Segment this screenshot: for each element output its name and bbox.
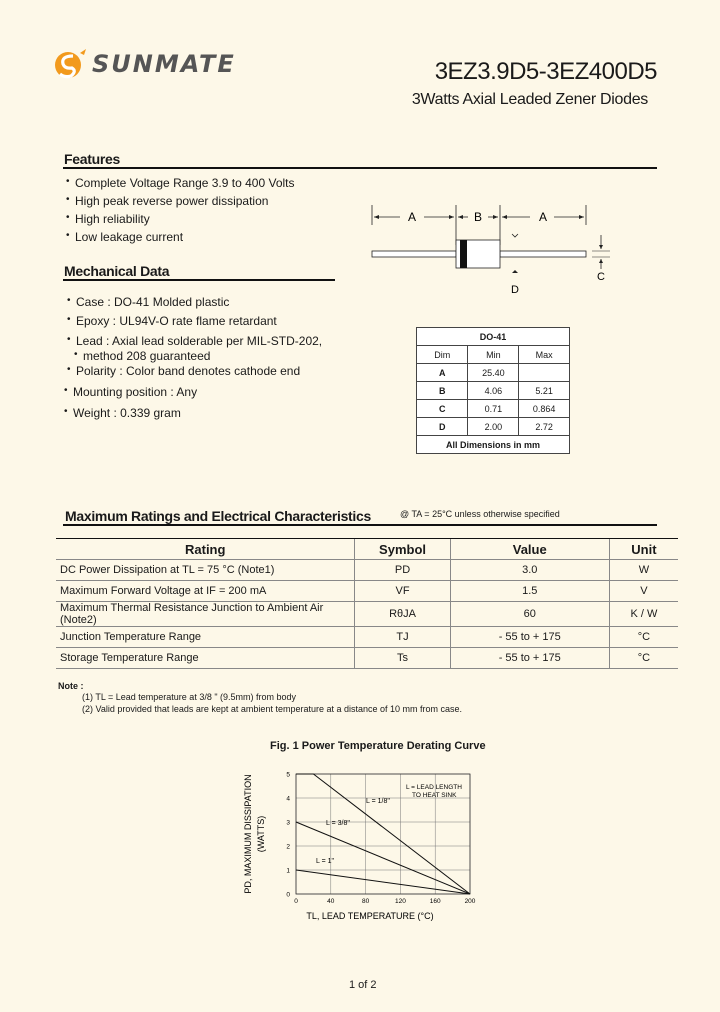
table-row: [56, 560, 678, 581]
chart-ylabel-1: PD, MAXIMUM DISSIPATION: [243, 774, 253, 894]
features-rule: [63, 167, 657, 169]
ratings-condition: @ TA = 25°C unless otherwise specified: [400, 509, 560, 519]
chart-y-tick-label: 1: [286, 867, 290, 875]
dim-label-b: B: [473, 210, 483, 224]
value-cell: 60: [450, 602, 609, 627]
chart-x-tick-label: 200: [464, 898, 476, 905]
chart-y-tick-label: 5: [286, 771, 290, 779]
value-cell: 3.0: [450, 560, 609, 581]
dim-header-dim: Dim: [417, 346, 468, 364]
dim-cell: 5.21: [519, 382, 570, 400]
unit-cell: °C: [609, 627, 678, 648]
unit-cell: W: [609, 560, 678, 581]
figure-title: Fig. 1 Power Temperature Derating Curve: [270, 740, 486, 752]
chart-x-tick-label: 40: [327, 898, 335, 905]
feature-item: • Complete Voltage Range 3.9 to 400 Volts: [75, 176, 295, 190]
rating-cell: DC Power Dissipation at TL = 75 °C (Note1): [56, 560, 355, 581]
table-row: [417, 382, 570, 400]
mechanical-item: • Lead : Axial lead solderable per MIL-STD-202,: [76, 334, 322, 348]
dim-label-d: D: [511, 284, 519, 296]
diode-outline-drawing: [360, 195, 620, 300]
dim-cell: 4.06: [468, 382, 519, 400]
symbol-cell: VF: [355, 581, 450, 602]
chart-curve-label: L = 3/8": [326, 820, 350, 827]
mechanical-title: Mechanical Data: [64, 263, 170, 279]
table-row: [56, 627, 678, 648]
ratings-title: Maximum Ratings and Electrical Characteristics: [65, 508, 371, 524]
mechanical-item: • Epoxy : UL94V-O rate flame retardant: [76, 314, 277, 328]
dim-cell: 25.40: [468, 364, 519, 382]
mechanical-item-continued: • method 208 guaranteed: [83, 349, 210, 363]
symbol-cell: RθJA: [355, 602, 450, 627]
unit-cell: V: [609, 581, 678, 602]
ratings-header-symbol: Symbol: [355, 539, 450, 560]
dim-cell: A: [417, 364, 468, 382]
dim-cell: B: [417, 382, 468, 400]
dim-label-a-left: A: [407, 210, 417, 224]
table-row: [417, 418, 570, 436]
chart-x-tick-label: 120: [394, 898, 406, 905]
rating-cell: Junction Temperature Range: [56, 627, 355, 648]
feature-item: • High reliability: [75, 212, 150, 226]
mechanical-item: • Polarity : Color band denotes cathode end: [76, 364, 300, 378]
chart-curve-label: L = 1/8": [366, 798, 390, 805]
mechanical-rule: [63, 279, 335, 281]
ratings-header-value: Value: [450, 539, 609, 560]
dim-header-min: Min: [468, 346, 519, 364]
chart-y-tick-label: 0: [286, 891, 290, 899]
chart-x-tick-label: 0: [294, 898, 298, 905]
mechanical-item: • Mounting position : Any: [73, 385, 197, 399]
value-cell: 1.5: [450, 581, 609, 602]
cathode-band: [460, 240, 467, 268]
part-number-range: 3EZ3.9D5-3EZ400D5: [434, 58, 657, 85]
table-row: [56, 648, 678, 669]
table-row: [56, 581, 678, 602]
rating-cell: Storage Temperature Range: [56, 648, 355, 669]
symbol-cell: TJ: [355, 627, 450, 648]
chart-x-tick-label: 160: [429, 898, 441, 905]
dim-cell: D: [417, 418, 468, 436]
value-cell: - 55 to + 175: [450, 627, 609, 648]
symbol-cell: Ts: [355, 648, 450, 669]
dim-table-title: DO-41: [417, 328, 570, 346]
rating-cell: Maximum Forward Voltage at IF = 200 mA: [56, 581, 355, 602]
table-row: [56, 602, 678, 627]
derating-curve-chart: [236, 758, 496, 928]
table-row: [417, 400, 570, 418]
chart-y-tick-label: 3: [286, 819, 290, 827]
dim-cell: [519, 364, 570, 382]
features-title: Features: [64, 151, 120, 167]
dim-header-max: Max: [519, 346, 570, 364]
symbol-cell: PD: [355, 560, 450, 581]
chart-y-tick-label: 4: [286, 795, 290, 803]
chart-y-tick-label: 2: [286, 843, 290, 851]
brand-logo: [52, 45, 267, 85]
chart-x-tick-label: 80: [361, 898, 370, 905]
ratings-header-unit: Unit: [609, 539, 678, 560]
dim-cell: 0.71: [468, 400, 519, 418]
sun-logo-icon: [52, 45, 88, 85]
chart-curve-label: L = 1": [316, 858, 334, 865]
unit-cell: °C: [609, 648, 678, 669]
ratings-header-rating: Rating: [56, 539, 355, 560]
brand-name: SUNMATE: [92, 50, 236, 78]
chart-legend-line-1: L = LEAD LENGTH: [406, 784, 462, 791]
ratings-table: [56, 538, 678, 669]
do41-dimension-table: [416, 327, 570, 454]
chart-legend-line-2: TO HEAT SINK: [412, 792, 457, 799]
dim-table-footer: All Dimensions in mm: [417, 436, 570, 454]
dim-cell: C: [417, 400, 468, 418]
note-item: (1) TL = Lead temperature at 3/8 " (9.5mm) from body: [82, 692, 297, 702]
product-subtitle: 3Watts Axial Leaded Zener Diodes: [411, 91, 648, 108]
note-item: (2) Valid provided that leads are kept at ambient temperature at a distance of 10 mm from case.: [82, 704, 463, 714]
feature-item: • High peak reverse power dissipation: [75, 194, 268, 208]
value-cell: - 55 to + 175: [450, 648, 609, 669]
page-number: 1 of 2: [349, 979, 377, 991]
dim-label-c: C: [597, 271, 605, 283]
ratings-rule: [63, 524, 657, 526]
rating-cell: Maximum Thermal Resistance Junction to Ambient Air (Note2): [56, 602, 355, 627]
feature-item: • Low leakage current: [75, 230, 183, 244]
table-row: [417, 364, 570, 382]
dim-label-a-right: A: [538, 210, 548, 224]
notes-title: Note :: [58, 681, 84, 691]
unit-cell: K / W: [609, 602, 678, 627]
mechanical-item: • Weight : 0.339 gram: [73, 406, 181, 420]
chart-xlabel: TL, LEAD TEMPERATURE (°C): [306, 911, 434, 921]
dim-cell: 2.00: [468, 418, 519, 436]
chart-ylabel-2: (WATTS): [256, 815, 266, 853]
mechanical-item: • Case : DO-41 Molded plastic: [76, 295, 229, 309]
dim-cell: 0.864: [519, 400, 570, 418]
dim-cell: 2.72: [519, 418, 570, 436]
